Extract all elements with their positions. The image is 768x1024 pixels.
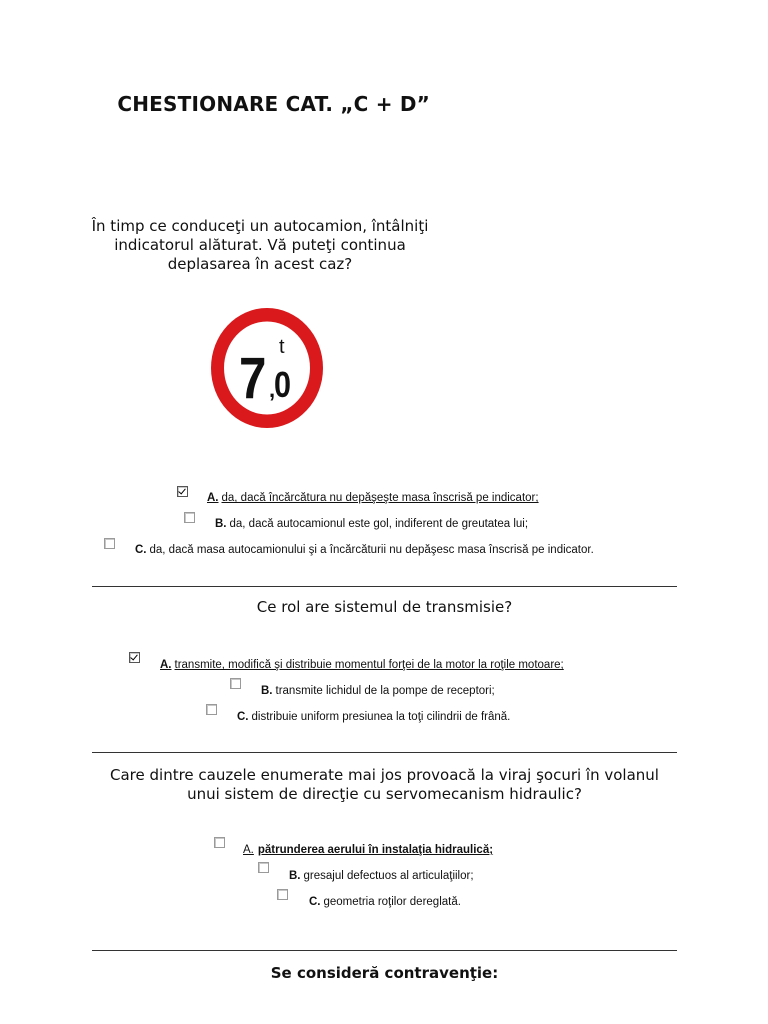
weight-limit-sign-icon	[206, 305, 328, 431]
answer-1c-checkbox[interactable]	[104, 538, 115, 549]
answer-1a[interactable]: A. da, dacă încărcătura nu depăşeşte masa înscrisă pe indicator;	[207, 492, 539, 504]
answer-2c[interactable]: C. distribuie uniform presiunea la toţi cilindrii de frână.	[237, 711, 511, 723]
answer-2c-checkbox[interactable]	[206, 704, 217, 715]
question-4-text: Se consideră contravenţie:	[270, 964, 499, 982]
question-1-text: În timp ce conduceţi un autocamion, întâlniţi indicatorul alăturat. Vă puteţi continua deplasarea în acest caz?	[91, 217, 429, 273]
answer-1b[interactable]: B. da, dacă autocamionul este gol, indiferent de greutatea lui;	[215, 518, 529, 530]
divider	[92, 950, 677, 951]
answer-3b-checkbox[interactable]	[258, 862, 269, 873]
sign-decimal-sep: ,	[269, 377, 276, 402]
answer-2b[interactable]: B. transmite lichidul de la pompe de receptori;	[261, 685, 495, 697]
divider	[92, 586, 677, 587]
sign-number-decimal: 0	[274, 365, 292, 406]
sign-unit: t	[279, 336, 285, 358]
answer-2a[interactable]: A. transmite, modifică şi distribuie momentul forţei de la motor la roţile motoare;	[160, 659, 564, 671]
divider	[92, 752, 677, 753]
answer-2b-checkbox[interactable]	[230, 678, 241, 689]
answer-3c-checkbox[interactable]	[277, 889, 288, 900]
answer-1b-checkbox[interactable]	[184, 512, 195, 523]
answer-3c[interactable]: C. geometria roţilor dereglată.	[309, 896, 461, 908]
answer-1a-checkbox[interactable]	[177, 486, 188, 497]
page-title: CHESTIONARE CAT. „C + D”	[117, 92, 430, 116]
sign-number-main: 7	[239, 346, 267, 411]
question-2-text: Ce rol are sistemul de transmisie?	[256, 598, 513, 616]
answer-1c[interactable]: C. da, dacă masa autocamionului şi a încărcăturii nu depăşesc masa înscrisă pe indicator.	[135, 544, 594, 556]
answer-3a-checkbox[interactable]	[214, 837, 225, 848]
answer-3a[interactable]: A. pătrunderea aerului în instalaţia hidraulică;	[243, 844, 494, 856]
question-3-text: Care dintre cauzele enumerate mai jos provoacă la viraj şocuri în volanul unui sistem de direcţie cu servomecanism hidraulic?	[110, 766, 659, 803]
answer-3b[interactable]: B. gresajul defectuos al articulaţiilor;	[289, 870, 474, 882]
answer-2a-checkbox[interactable]	[129, 652, 140, 663]
